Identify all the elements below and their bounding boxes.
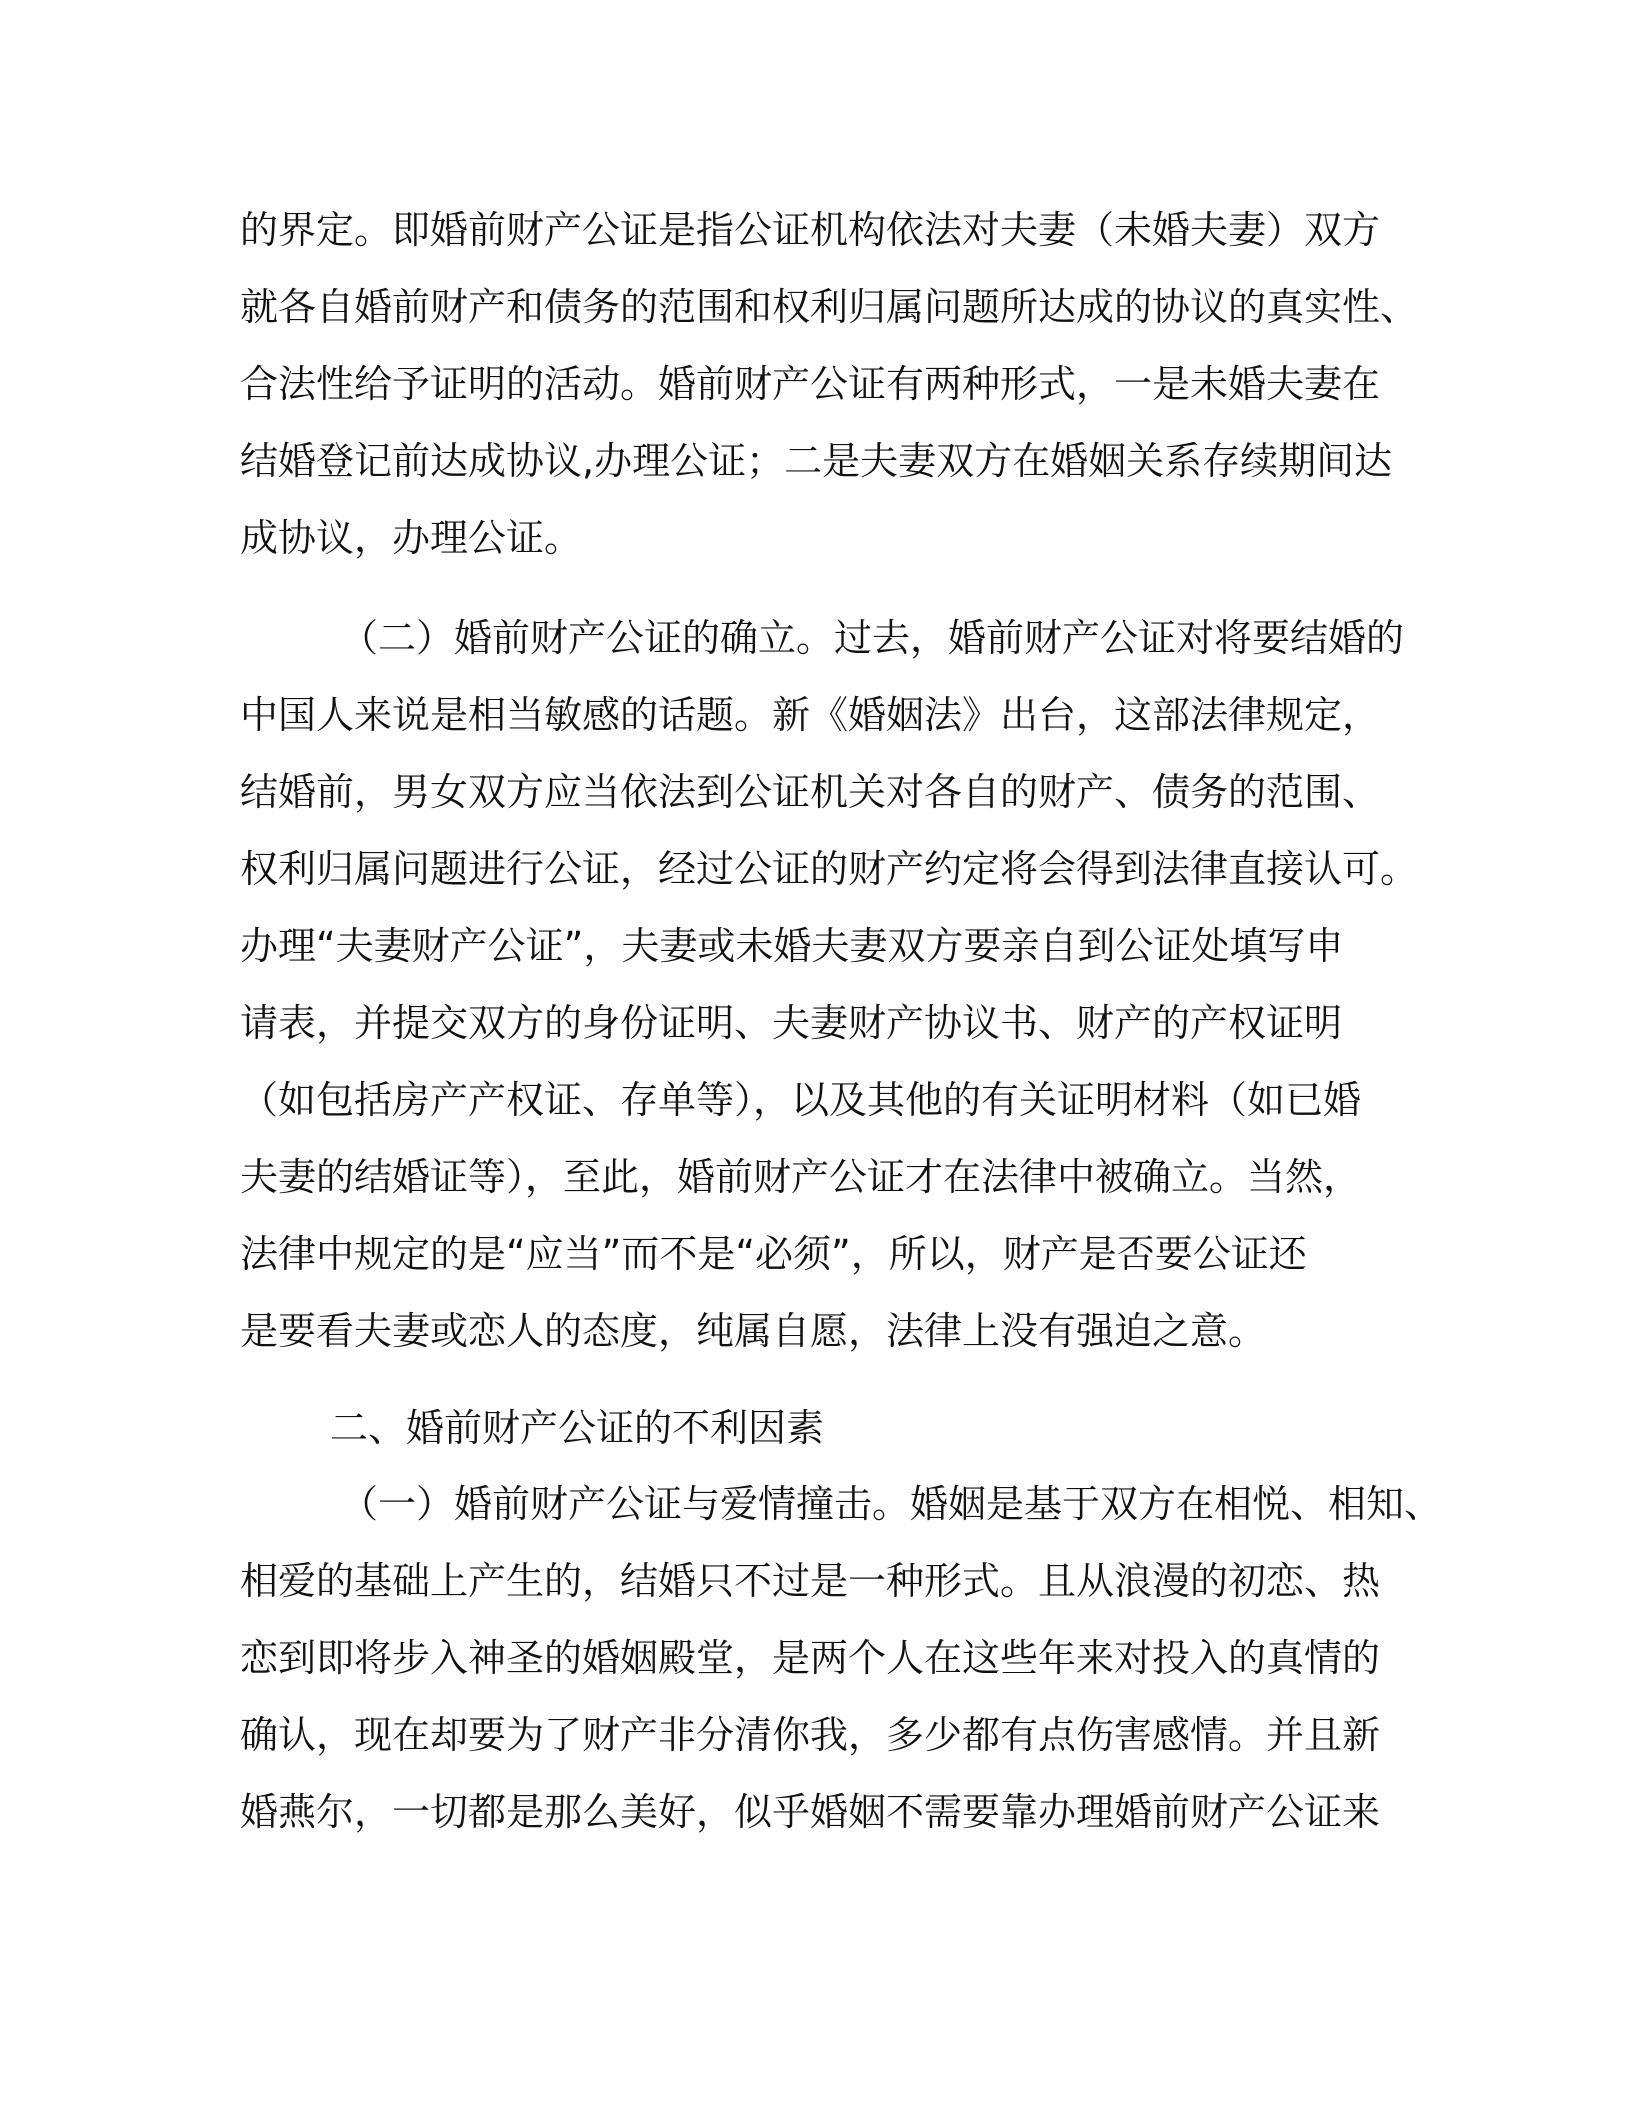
text-line: 夫妻的结婚证等），至此，婚前财产公证才在法律中被确立。当然， (240, 1155, 1362, 1199)
text-line: 中国人来说是相当敏感的话题。新《婚姻法》出台，这部法律规定， (240, 693, 1381, 737)
text-line: 成协议，办理公证。 (240, 516, 583, 560)
paragraph-establishment (240, 600, 1419, 1370)
text-line: 结婚前，男女双方应当依法到公证机关对各自的财产、债务的范围、 (240, 770, 1381, 814)
text-line: （如包括房产产权证、存单等），以及其他的有关证明材料（如已婚 (240, 1078, 1362, 1122)
text-line: 办理“夫妻财产公证”，夫妻或未婚夫妻双方要亲自到公证处填写申 (240, 924, 1344, 968)
section-heading-text: 二、婚前财产公证的不利因素 (330, 1406, 825, 1450)
text-line: 就各自婚前财产和债务的范围和权利归属问题所达成的协议的真实性、 (240, 285, 1419, 329)
text-line: 请表，并提交双方的身份证明、夫妻财产协议书、财产的产权证明 (240, 1001, 1343, 1045)
text-line: 恋到即将步入神圣的婚姻殿堂，是两个人在这些年来对投入的真情的 (240, 1636, 1381, 1680)
text-line: 法律中规定的是“应当”而不是“必须”，所以，财产是否要公证还 (240, 1232, 1307, 1276)
text-line: 的界定。即婚前财产公证是指公证机构依法对夫妻（未婚夫妻）双方 (240, 208, 1381, 252)
paragraph-definition (240, 192, 1419, 577)
text-line: 结婚登记前达成协议,办理公证；二是夫妻双方在婚姻关系存续期间达 (240, 439, 1393, 483)
text-line: 相爱的基础上产生的，结婚只不过是一种形式。且从浪漫的初恋、热 (240, 1559, 1381, 1603)
text-line: 权利归属问题进行公证，经过公证的财产约定将会得到法律直接认可。 (240, 847, 1419, 891)
text-line: 婚燕尔，一切都是那么美好，似乎婚姻不需要靠办理婚前财产公证来 (240, 1790, 1381, 1834)
text-line: （一）婚前财产公证与爱情撞击。婚姻是基于双方在相悦、相知、 (340, 1482, 1443, 1526)
text-line: 是要看夫妻或恋人的态度，纯属自愿，法律上没有强迫之意。 (240, 1309, 1267, 1353)
section-heading (240, 1390, 1400, 1467)
paragraph-conflict-with-love (240, 1466, 1443, 1851)
text-line: （二）婚前财产公证的确立。过去，婚前财产公证对将要结婚的 (340, 616, 1405, 660)
text-line: 确认，现在却要为了财产非分清你我，多少都有点伤害感情。并且新 (240, 1713, 1381, 1757)
text-line: 合法性给予证明的活动。婚前财产公证有两种形式，一是未婚夫妻在 (240, 362, 1381, 406)
